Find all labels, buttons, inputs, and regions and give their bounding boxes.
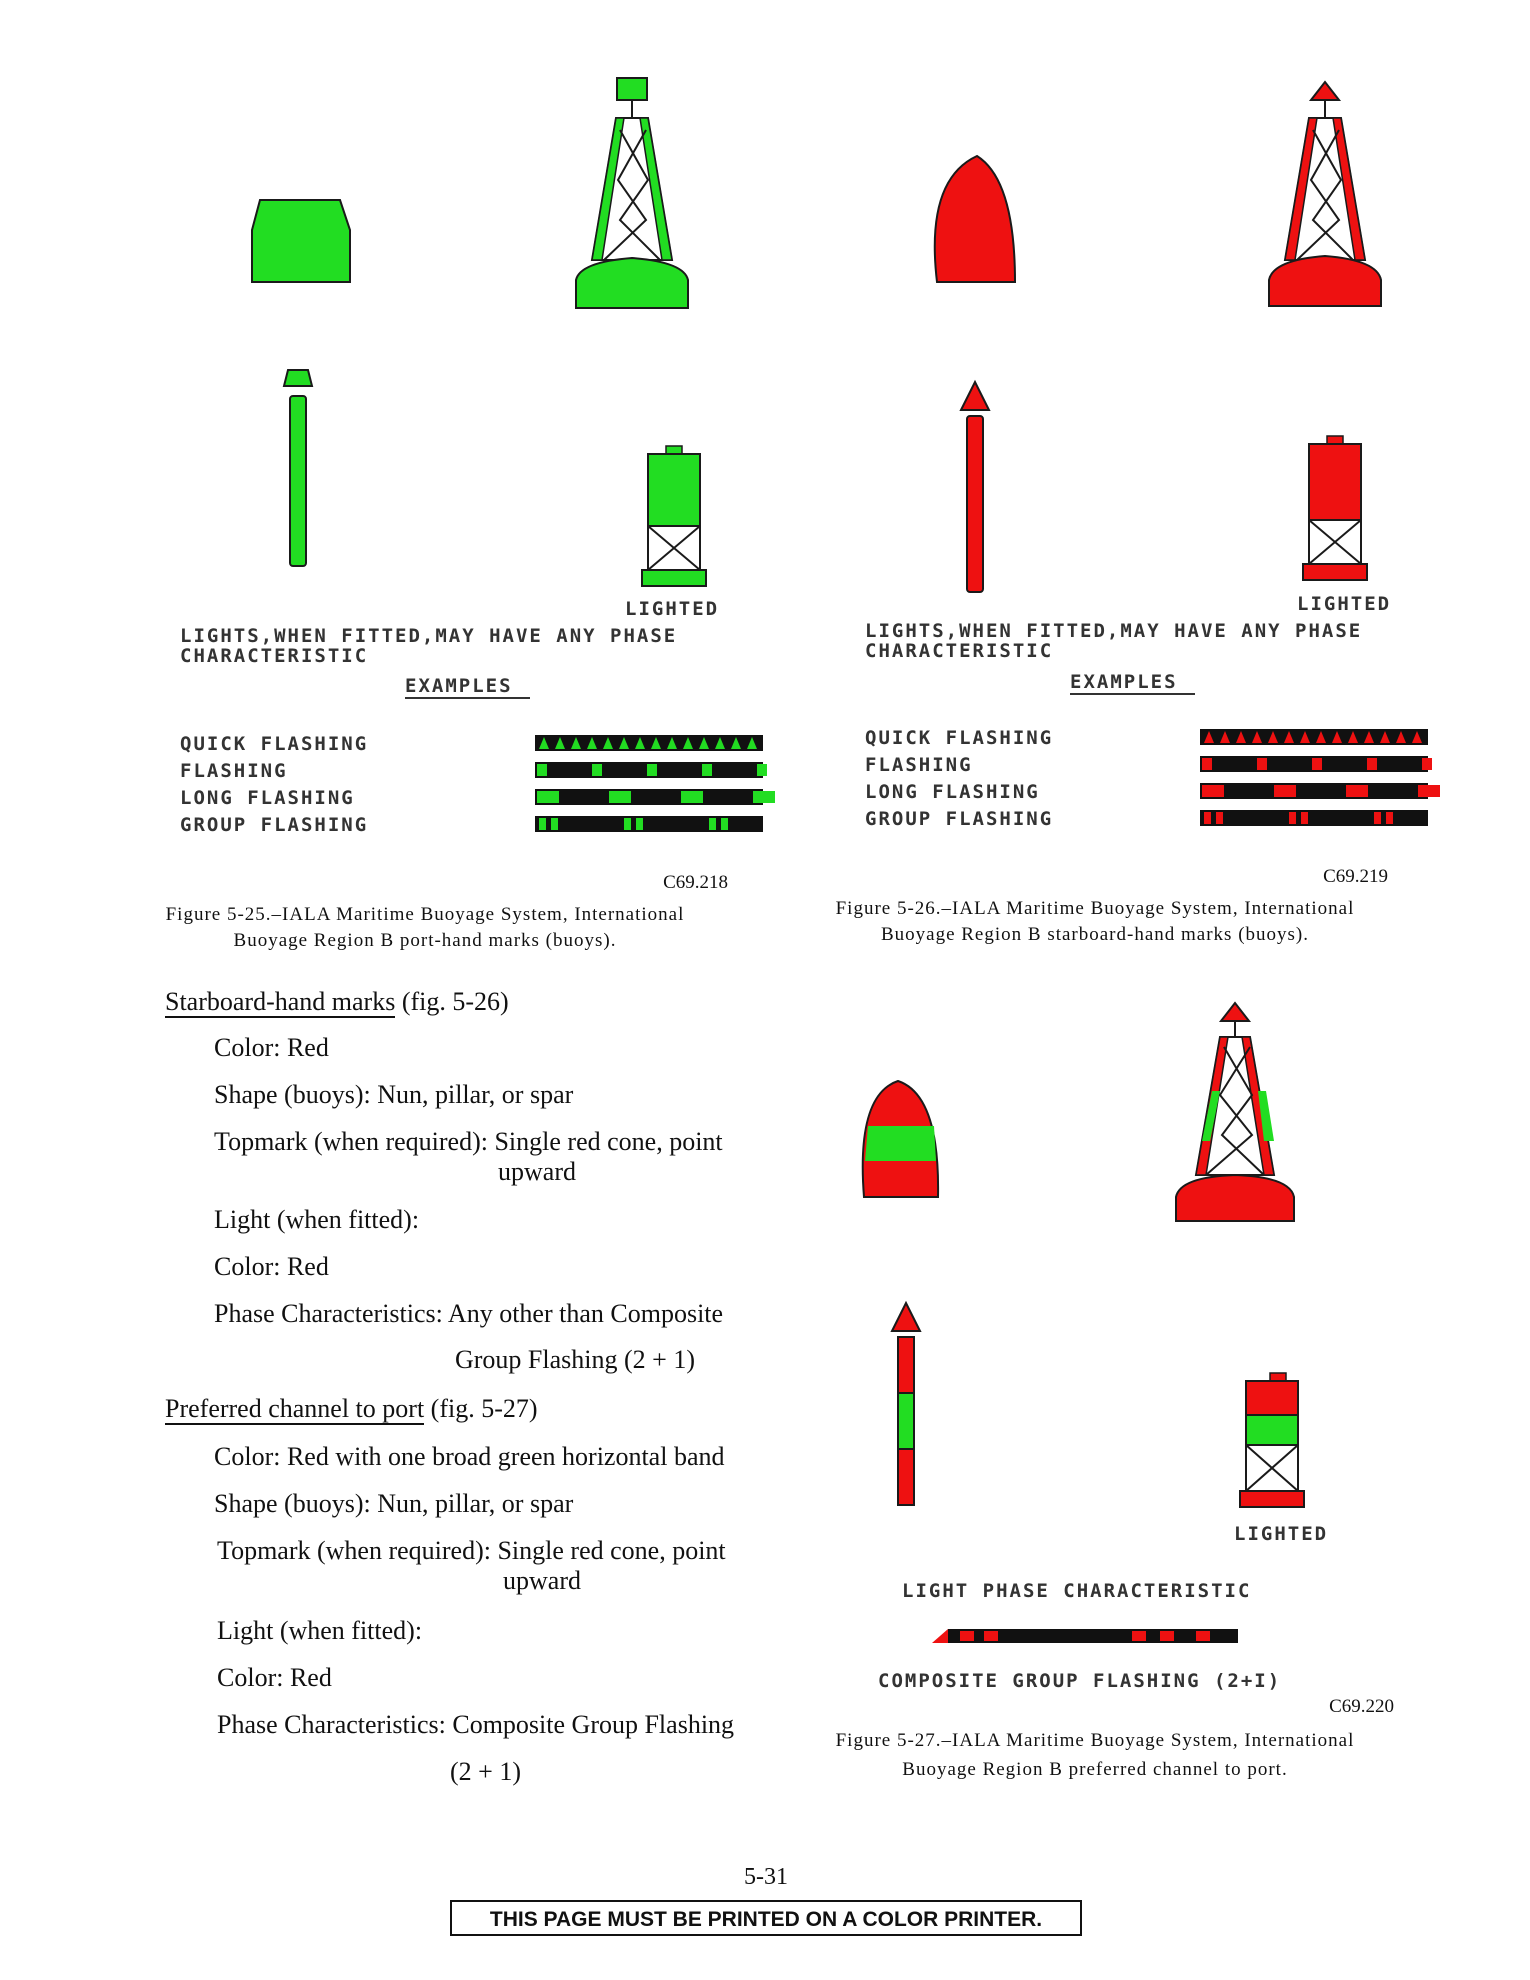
flash-mark [1274, 785, 1296, 797]
caption-line: Buoyage Region B port-hand marks (buoys). [233, 930, 617, 951]
phase-bar [1200, 783, 1428, 799]
figure-5-25-illustration [180, 60, 780, 860]
flash-mark [647, 764, 657, 776]
starboard-shape: Shape (buoys): Nun, pillar, or spar [214, 1080, 574, 1109]
spar-buoy-icon [961, 382, 989, 592]
note-line-1: LIGHTS,WHEN FITTED,MAY HAVE ANY PHASE [865, 620, 1363, 642]
preferred-phase: Phase Characteristics: Composite Group Flashing [217, 1710, 735, 1739]
page-number: 5-31 [744, 1864, 788, 1890]
flash-mark [1367, 758, 1377, 770]
preferred-light-color: Color: Red [217, 1663, 332, 1692]
examples-label: EXAMPLES [1070, 671, 1178, 693]
phase-bar [1200, 810, 1428, 826]
preferred-heading: Preferred channel to port [165, 1394, 425, 1423]
caption-line: Figure 5-25.–IALA Maritime Buoyage System, International [165, 904, 685, 925]
starboard-section [165, 985, 509, 1019]
lighted-label: LIGHTED [1234, 1523, 1329, 1545]
figure-5-26-code: C69.219 [1323, 866, 1388, 887]
flash-mark [1216, 812, 1223, 824]
color-printer-notice: THIS PAGE MUST BE PRINTED ON A COLOR PRINTER. [450, 1900, 1082, 1936]
figure-5-27-caption [790, 1726, 1400, 1784]
flash-mark [757, 764, 767, 776]
phase-bar [535, 816, 763, 832]
flash-mark [636, 818, 643, 830]
caption-line: Figure 5-26.–IALA Maritime Buoyage System, International [835, 898, 1355, 919]
preferred-light: Light (when fitted): [217, 1616, 423, 1645]
starboard-heading: Starboard-hand marks [165, 987, 396, 1016]
phase-label: LONG FLASHING [865, 781, 1040, 803]
examples-label: EXAMPLES [405, 675, 513, 697]
figure-5-25-caption [120, 902, 730, 954]
starboard-phase: Phase Characteristics: Any other than Composite [214, 1299, 724, 1328]
note-line-2: CHARACTERISTIC [865, 640, 1054, 662]
figure-5-26-caption [790, 896, 1400, 948]
flash-mark [1386, 812, 1393, 824]
phase-label: QUICK FLASHING [865, 727, 1054, 749]
starboard-light-color: Color: Red [214, 1252, 329, 1281]
lighted-label: LIGHTED [1297, 593, 1392, 615]
phase-bar [535, 735, 763, 751]
pillar-buoy-icon [576, 78, 688, 308]
lighted-can-buoy-icon [642, 446, 706, 586]
note-line-2: CHARACTERISTIC [180, 645, 369, 667]
banded-spar-buoy-icon [892, 1303, 920, 1505]
flash-mark [1289, 812, 1296, 824]
flash-mark [1312, 758, 1322, 770]
figure-5-27-code: C69.220 [1329, 1696, 1394, 1717]
starboard-topmark: Topmark (when required): Single red cone, point [214, 1127, 723, 1156]
caption-line: Buoyage Region B preferred channel to port. [902, 1759, 1288, 1780]
spar-buoy-icon [284, 370, 312, 566]
flash-mark [702, 764, 712, 776]
caption-line: Buoyage Region B starboard-hand marks (buoys). [880, 924, 1310, 945]
phase-bar [535, 789, 763, 805]
flash-mark [681, 791, 703, 803]
flash-mark [1202, 758, 1212, 770]
flash-mark [721, 818, 728, 830]
flash-mark [624, 818, 631, 830]
preferred-topmark-cont: upward [503, 1566, 581, 1595]
nun-buoy-icon [935, 156, 1015, 282]
flash-mark [609, 791, 631, 803]
phase-bar [1200, 729, 1428, 745]
flash-mark [1418, 785, 1440, 797]
flash-mark [592, 764, 602, 776]
preferred-shape: Shape (buoys): Nun, pillar, or spar [214, 1489, 574, 1518]
flash-mark [1301, 812, 1308, 824]
phase-label: COMPOSITE GROUP FLASHING (2+I) [878, 1670, 1282, 1692]
flash-mark [537, 791, 559, 803]
flash-mark [1374, 812, 1381, 824]
starboard-phase-cont: Group Flashing (2 + 1) [455, 1345, 695, 1374]
phase-label: GROUP FLASHING [865, 808, 1054, 830]
preferred-ref: (fig. 5-27) [424, 1394, 538, 1423]
figure-5-25-code: C69.218 [663, 872, 728, 893]
composite-phase-bar [932, 1629, 1238, 1643]
flash-mark [1257, 758, 1267, 770]
banded-lighted-buoy-icon [1240, 1373, 1304, 1507]
preferred-color: Color: Red with one broad green horizontal band [214, 1442, 725, 1471]
flash-mark [1204, 812, 1211, 824]
flash-mark [1202, 785, 1224, 797]
lighted-label: LIGHTED [625, 598, 720, 620]
phase-label: GROUP FLASHING [180, 814, 369, 836]
starboard-topmark-cont: upward [498, 1157, 576, 1186]
phase-title: LIGHT PHASE CHARACTERISTIC [902, 1580, 1252, 1602]
can-buoy-icon [252, 200, 350, 282]
pillar-buoy-icon [1269, 82, 1381, 306]
banded-pillar-buoy-icon [1176, 1003, 1294, 1221]
lighted-nun-buoy-icon [1303, 436, 1367, 580]
flash-mark [709, 818, 716, 830]
preferred-topmark: Topmark (when required): Single red cone, point [217, 1536, 726, 1565]
phase-label: LONG FLASHING [180, 787, 355, 809]
flash-mark [753, 791, 775, 803]
preferred-section [165, 1392, 538, 1426]
figure-5-27-illustration [860, 985, 1420, 1705]
flash-mark [551, 818, 558, 830]
phase-label: QUICK FLASHING [180, 733, 369, 755]
flash-mark [1422, 758, 1432, 770]
phase-label: FLASHING [180, 760, 288, 782]
note-line-1: LIGHTS,WHEN FITTED,MAY HAVE ANY PHASE [180, 625, 678, 647]
starboard-light: Light (when fitted): [214, 1205, 420, 1234]
caption-line: Figure 5-27.–IALA Maritime Buoyage System, International [835, 1730, 1355, 1751]
flash-mark [537, 764, 547, 776]
flash-mark [539, 818, 546, 830]
preferred-phase-cont: (2 + 1) [450, 1757, 521, 1786]
phase-label: FLASHING [865, 754, 973, 776]
starboard-color: Color: Red [214, 1033, 329, 1062]
banded-nun-buoy-icon [863, 1081, 938, 1197]
flash-mark [1346, 785, 1368, 797]
starboard-ref: (fig. 5-26) [395, 987, 509, 1016]
figure-5-26-illustration [865, 60, 1465, 860]
